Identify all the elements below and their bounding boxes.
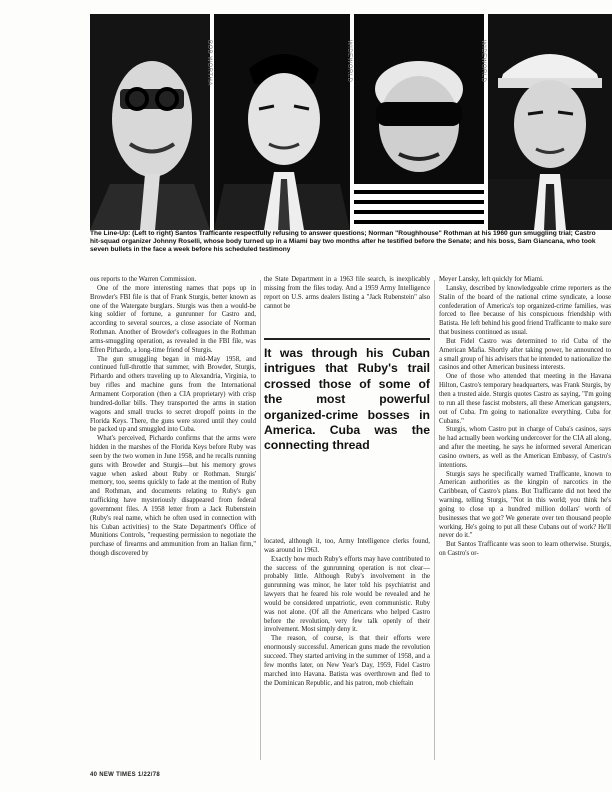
paragraph: One of the more interesting names that pops up in Browder's FBI file is that of Frank Sturgis, better known as one of the Watergate burglars. Sturgis was then a would-be king soldier of fortune, a gunrunner for Castro and, according to several sources, a close associate of Norman Rothman. Another of Browder's colleagues in the Rothman arms-smuggling operation, as revealed in the FBI file, was Efren Pirhardo, a long-time friend of Sturgis.	[90, 284, 256, 354]
photo-credit-giancana: WIDEWORLD	[480, 40, 486, 83]
paragraph: Sturgis, whom Castro put in charge of Cuba's casinos, says he had actually been working undercover for the CIA all along, and after the meeting, he says he informed several American casino owners, as well as the American Embassy, of Castro's intentions.	[439, 426, 611, 469]
paragraph: ous reports to the Warren Commission.	[90, 276, 197, 283]
paragraph: Exactly how much Ruby's efforts may have contributed to the success of the gunrunning operation is not clear—probably little. Although Ruby's involvement in the gunrunning was minor, he later told his psychiatrist and lawyers that he feared his role would be revealed and he would be considered unpatriotic, even communistic. Ruby was not alone. (Of all the Americans who helped Castro before the revolution, very few talk openly of their involvement. Most simply deny it.	[264, 555, 430, 634]
paragraph: One of those who attended that meeting in the Havana Hilton, Castro's temporary headquarters, was Frank Sturgis, by then a trusted aide. Sturgis quotes Castro as saying, "I'm going to run all these fascist mobsters, all these American gangsters, out of Cuba. I'm going to nationalize everything. Cuba for Cubans."	[439, 373, 611, 425]
photo-norman-rothman	[214, 14, 350, 230]
column-2	[264, 276, 430, 760]
caption-lead: The Line-Up:	[90, 230, 131, 237]
paragraph: What's perceived, Pichardo confirms that the arms were hidden in the marshes of the Florida Keys before Ruby was seen by the two women in June 1958, and he recalls running guns with Browder and Sturgis—but his memory grows vague when asked about Ruby or Rothman. Sturgis' memory, too, seems quickly to fade at the mention of Ruby and Rothman, and documents relating to Ruby's gun trafficking have mysteriously disappeared from federal government files. A 1958 letter from a Jack Rubenstein (Ruby's real name, which he often used in connection with his Cuban activities) to the State Department's Office of Munitions Controls, "requesting permission to negotiate the purchase of firearms and ammunition from an Italian firm," though discovered by	[90, 435, 256, 558]
paragraph: Sturgis says he specifically warned Trafficante, known to American authorities as the kingpin of narcotics in the Caribbean, of Castro's plans. But Trafficante did not heed the warning, telling Sturgis, "Not in this world; you think he's going to close up a hundred million dollars' worth of businesses that we got? We generate over ten thousand people working. He's going to put all these Cubans out of work? He'll never do it."	[439, 470, 611, 540]
photo-sam-giancana	[488, 14, 612, 230]
page-footer: 40 NEW TIMES 1/22/78	[90, 772, 161, 778]
photo-credit-rothman: BOB WORTHA	[206, 40, 212, 86]
paragraph: But Fidel Castro was determined to rid Cuba of the American Mafia. Shortly after taking power, he announced to a small group of his advisers that he intended to nationalize the casinos and other American business interests.	[439, 337, 611, 372]
photo-caption	[90, 230, 606, 255]
paragraph: Meyer Lansky, left quickly for Miami.	[439, 276, 544, 283]
paragraph: Lansky, described by knowledgeable crime reporters as the Stalin of the board of the national crime syndicate, a loose confederation of America's top organized-crime families, was forced to flee because of his conspicuous friendship with Batista. He left behind his good friend Trafficante to make sure that business continued as usual.	[439, 284, 611, 337]
column-divider-2	[434, 280, 435, 760]
paragraph: the State Department in a 1963 file search, is inexplicably missing from the files today. And a 1959 Army Intelligence report on U.S. arms dealers listing a "Jack Rubenstein" also cannot be	[264, 276, 430, 310]
pull-quote: It was through his Cuban intrigues that Ruby's trail crossed those of some of the most powerful organized-crime bosses in America. Cuba was the connecting thread	[264, 338, 430, 536]
photo-santos-trafficante	[90, 14, 210, 230]
paragraph: The reason, of course, is that their efforts were enormously successful. American guns made the revolution succeed. They started arriving in the summer of 1958, and a few months later, on New Year's Day, 1959, Fidel Castro marched into Havana. Batista was overthrown and fled to the Dominican Republic, and his patron, mob chieftain	[264, 635, 430, 687]
paragraph: located, although it, too, Army Intelligence clerks found, was around in 1963.	[264, 538, 430, 554]
paragraph: But Santos Trafficante was soon to learn otherwise. Sturgis, on Castro's or-	[439, 541, 611, 558]
photo-johnny-roselli	[354, 14, 484, 230]
caption-text: (Left to right) Santos Trafficante respectfully refusing to answer questions; Norman "Roughhouse" Rothman at his 1960 gun smuggling trial; Castro hit-squad organizer Johnny Roselli, whose body turned up in a Miami bay two months after he testified before the Senate; and his boss, Sam Giancana, who took seven bullets in the face a week before his scheduled testimony	[90, 230, 596, 254]
paragraph: The gun smuggling began in mid-May 1958, and continued full-throttle that summer, with Browder, Sturgis, Pirhardo and others traveling up to Alexandria, Virginia, to buy rifles and machine guns from the International Armament Corporation (then a CIA proprietary) with crisp hundred-dollar bills. They transported the arms in station wagons and small trucks to secret dropoff points in the Florida Keys. There, the guns were stored until they could be packed up and smuggled into Cuba.	[90, 355, 256, 434]
column-3	[439, 276, 611, 760]
photo-credit-roselli: WIDEWORLD	[346, 40, 352, 83]
column-1	[90, 276, 256, 760]
column-divider-1	[260, 280, 261, 760]
